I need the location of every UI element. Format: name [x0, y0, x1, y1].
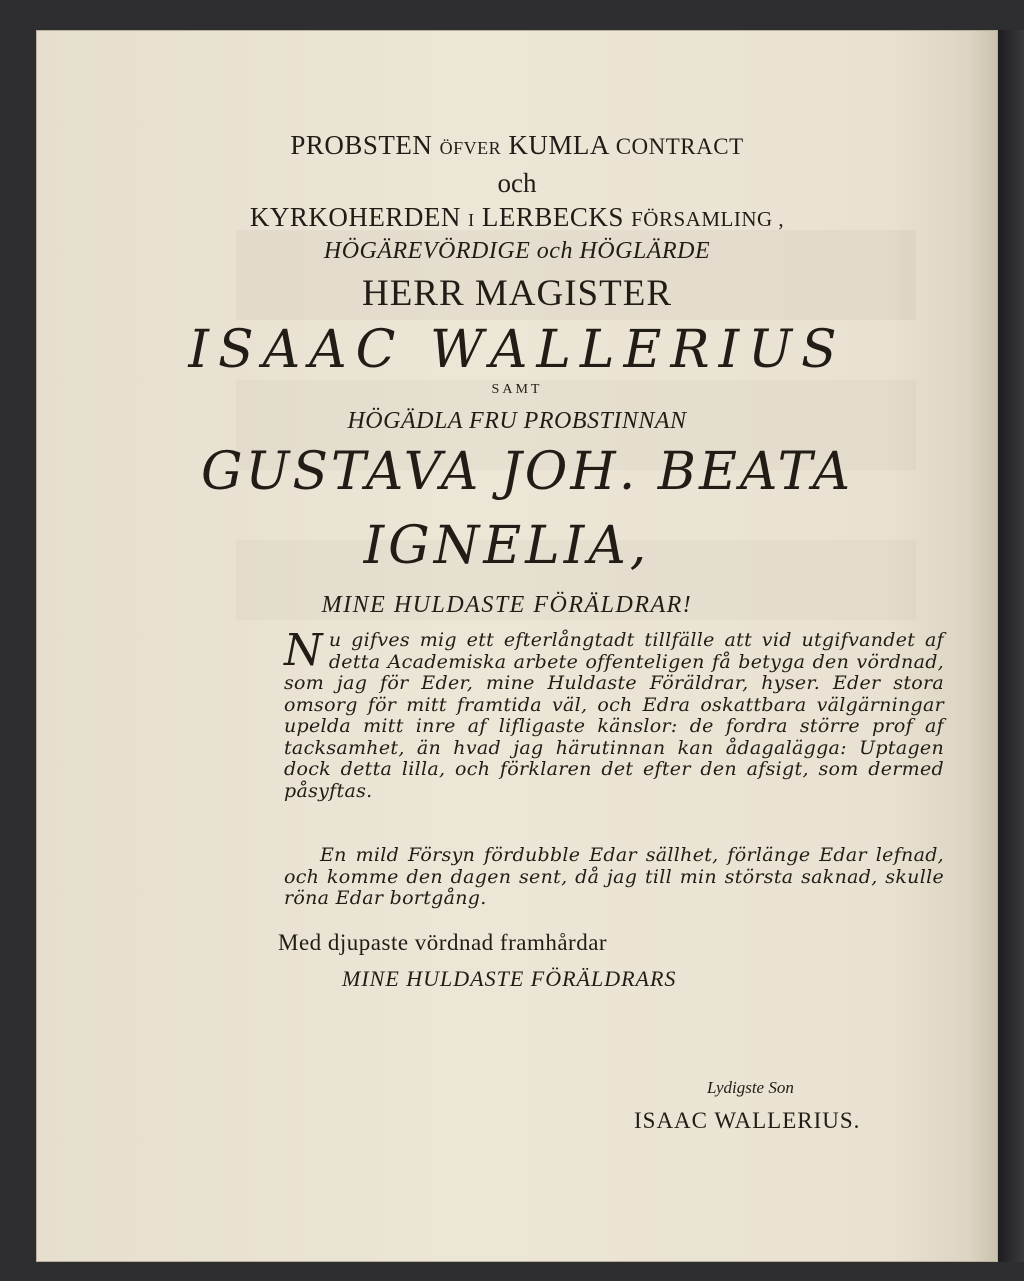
heading-name-husband: ISAAC WALLERIUS: [188, 320, 846, 380]
heading-line-8: HÖGÄDLA FRU PROBSTINNAN: [347, 408, 687, 434]
letter-closing-italic: MINE HULDASTE FÖRÄLDRARS: [342, 966, 677, 991]
signature-line-1: Lydigste Son: [707, 1078, 794, 1097]
letter-closing: Med djupaste vördnad framhårdar: [278, 930, 608, 955]
heading-name-wife-surname: IGNELIA,: [363, 516, 651, 576]
heading-line-4: HÖGÄREVÖRDIGE och HÖGLÄRDE: [323, 238, 711, 264]
dropcap: N: [284, 625, 323, 676]
heading-line-5: HERR MAGISTER: [361, 273, 673, 314]
letter-paragraph-2: En mild Försyn fördubble Edar sällhet, förlänge Edar lefnad, och komme den dagen sent, då jag till min största saknad, skulle röna Edar bortgång.: [284, 844, 944, 909]
signature-name: ISAAC WALLERIUS.: [634, 1108, 861, 1133]
heading-line-2: och: [497, 168, 537, 198]
heading-line-1: PROBSTEN ÖFVER KUMLA CONTRACT: [290, 130, 744, 160]
heading-name-wife: GUSTAVA JOH. BEATA: [200, 442, 854, 502]
heading-line-3: KYRKOHERDEN I LERBECKS FÖRSAMLING ,: [249, 202, 785, 232]
letter-paragraph-1: Nu gifves mig ett efterlångtadt tillfälle att vid utgifvandet af detta Academiska arbete offenteligen få betyga den vördnad, som jag för Eder, mine Huldaste Föräldrar, hyser. Eder stora omsorg för mitt framtida väl, och Edra oskattbara välgärningar upelda mitt inre af lifligaste känslor: de fordra större prof af tacksamhet, än hvad jag härutinnan kan ådagalägga: Uptagen dock detta lilla, och förklaren det efter den afsigt, som dermed påsyftas.: [284, 625, 944, 802]
page-content: [36, 30, 998, 1262]
page-edge-shadow: [998, 30, 1024, 1262]
heading-samt: SAMT: [491, 382, 543, 397]
salutation: MINE HULDASTE FÖRÄLDRAR!: [321, 592, 693, 618]
